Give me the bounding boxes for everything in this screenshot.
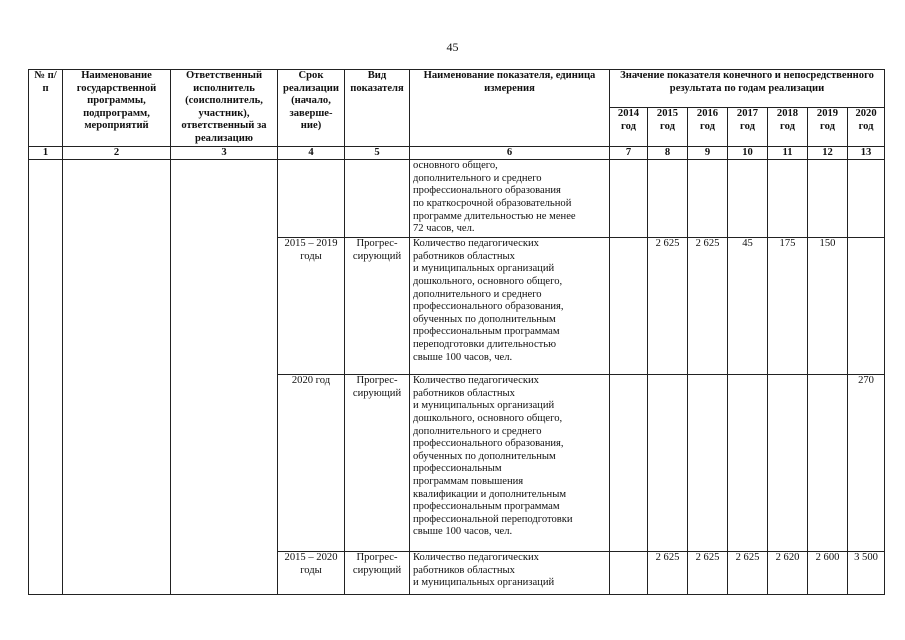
indicator-line: профессиональным программам (413, 326, 560, 338)
cell-type: Прогрес- сирующий (345, 552, 410, 595)
header-year: 2014 год (610, 108, 648, 146)
header-row-1 (29, 70, 885, 108)
header-year: 2017 год (728, 108, 768, 146)
indicator-line: и муниципальных организаций (413, 400, 555, 412)
column-number: 9 (688, 146, 728, 160)
value-2018: 175 (768, 238, 808, 375)
header-year: 2015 год (648, 108, 688, 146)
cell-type: Прогрес- сирующий (345, 238, 410, 375)
indicator-line: дополнительного и среднего (413, 172, 542, 184)
indicator-line: профессионального образования (413, 185, 561, 197)
column-number-row (29, 146, 885, 160)
value-2014 (610, 160, 648, 238)
indicator-line: по краткосрочной образовательной (413, 197, 572, 209)
cell-indicator (410, 552, 610, 595)
column-number: 12 (808, 146, 848, 160)
value-2015 (648, 160, 688, 238)
indicator-line: обученных по дополнительным (413, 450, 556, 462)
value-2014 (610, 552, 648, 595)
value-2015 (648, 375, 688, 552)
indicator-line: программам повышения (413, 475, 524, 487)
indicator-line: профессиональным программам (413, 501, 560, 513)
value-2015: 2 625 (648, 238, 688, 375)
value-2019 (808, 160, 848, 238)
header-col-indicator: Наименование показателя, единица измерения (410, 70, 610, 147)
indicator-line: профессиональной переподготовки (413, 513, 573, 525)
column-number: 6 (410, 146, 610, 160)
header-year: 2016 год (688, 108, 728, 146)
value-2019: 2 600 (808, 552, 848, 595)
header-col-term: Срок реализации (начало, заверше- ние) (278, 70, 345, 147)
column-number: 2 (63, 146, 171, 160)
indicator-line: обученных по дополнительным (413, 313, 556, 325)
cell-term: 2020 год (278, 375, 345, 552)
column-number: 1 (29, 146, 63, 160)
value-2020 (848, 238, 885, 375)
value-2018: 2 620 (768, 552, 808, 595)
cell-term: 2015 – 2020 годы (278, 552, 345, 595)
page-number: 45 (446, 40, 459, 54)
indicator-line: и муниципальных организаций (413, 577, 555, 589)
cell-program-name-empty (63, 160, 171, 595)
indicator-line: дошкольного, основного общего, (413, 275, 563, 287)
header-year: 2018 год (768, 108, 808, 146)
value-2016: 2 625 (688, 238, 728, 375)
header-col-values: Значение показателя конечного и непосредственного результата по годам реализации (610, 70, 885, 108)
indicator-line: профессиональным (413, 463, 502, 475)
cell-term: 2015 – 2019 годы (278, 238, 345, 375)
column-number: 7 (610, 146, 648, 160)
table-row (29, 160, 885, 238)
value-2014 (610, 238, 648, 375)
value-2018 (768, 160, 808, 238)
indicator-line: программе длительностью не менее (413, 210, 576, 222)
value-2014 (610, 375, 648, 552)
cell-num-empty (29, 160, 63, 595)
header-col-name: Наименование государственной программы, подпрограмм, мероприятий (63, 70, 171, 147)
column-number: 11 (768, 146, 808, 160)
indicator-line: дополнительного и среднего (413, 288, 542, 300)
value-2020 (848, 160, 885, 238)
column-number: 4 (278, 146, 345, 160)
value-2019: 150 (808, 238, 848, 375)
indicator-line: Количество педагогических (413, 375, 539, 387)
indicator-line: дошкольного, основного общего, (413, 412, 563, 424)
header-col-type: Вид показателя (345, 70, 410, 147)
indicator-line: работников областных (413, 564, 515, 576)
value-2016 (688, 160, 728, 238)
indicator-line: переподготовки длительностью (413, 338, 557, 350)
indicator-line: и муниципальных организаций (413, 263, 555, 275)
value-2016: 2 625 (688, 552, 728, 595)
value-2018 (768, 375, 808, 552)
cell-responsible-empty (171, 160, 278, 595)
cell-type: Прогрес- сирующий (345, 375, 410, 552)
column-number: 3 (171, 146, 278, 160)
indicator-line: основного общего, (413, 160, 498, 172)
column-number: 8 (648, 146, 688, 160)
indicator-line: Количество педагогических (413, 552, 539, 564)
indicator-line: квалификации и дополнительным (413, 488, 567, 500)
indicator-table (28, 69, 885, 595)
cell-indicator (410, 375, 610, 552)
value-2019 (808, 375, 848, 552)
indicator-line: профессионального образования, (413, 301, 564, 313)
value-2016 (688, 375, 728, 552)
indicator-line: дополнительного и среднего (413, 425, 542, 437)
value-2020: 3 500 (848, 552, 885, 595)
value-2017: 2 625 (728, 552, 768, 595)
header-col-num: № п/п (29, 70, 63, 147)
column-number: 13 (848, 146, 885, 160)
indicator-line: свыше 100 часов, чел. (413, 351, 513, 363)
value-2020: 270 (848, 375, 885, 552)
cell-indicator (410, 238, 610, 375)
value-2017: 45 (728, 238, 768, 375)
indicator-line: Количество педагогических (413, 238, 539, 250)
indicator-line: профессионального образования, (413, 438, 564, 450)
cell-type (345, 160, 410, 238)
cell-indicator (410, 160, 610, 238)
indicator-line: свыше 100 часов, чел. (413, 526, 513, 538)
column-number: 10 (728, 146, 768, 160)
value-2017 (728, 160, 768, 238)
header-col-responsible: Ответственный исполнитель (соисполнитель, участник), ответственный за реализацию (171, 70, 278, 147)
indicator-line: 72 часов, чел. (413, 223, 475, 235)
cell-term (278, 160, 345, 238)
indicator-line: работников областных (413, 250, 515, 262)
value-2015: 2 625 (648, 552, 688, 595)
indicator-line: работников областных (413, 387, 515, 399)
value-2017 (728, 375, 768, 552)
column-number: 5 (345, 146, 410, 160)
header-year: 2020 год (848, 108, 885, 146)
header-year: 2019 год (808, 108, 848, 146)
